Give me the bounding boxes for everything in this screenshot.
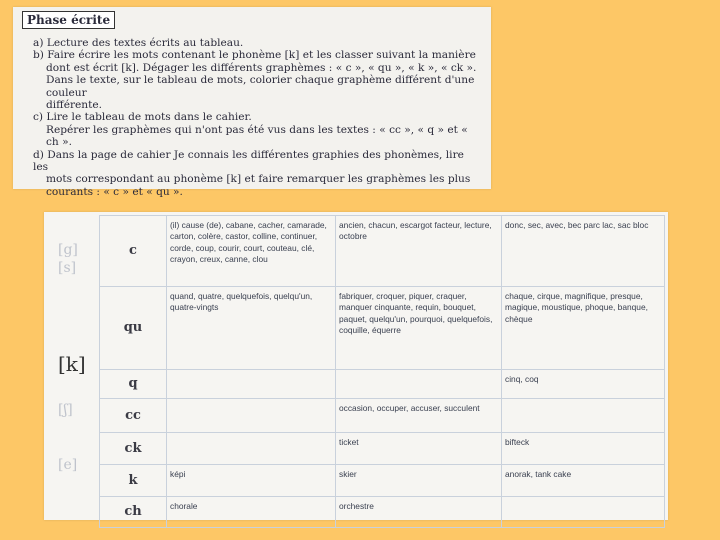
table-row-q xyxy=(99,369,665,398)
ghost-phoneme-s: [s] xyxy=(58,260,77,276)
words-initial xyxy=(166,370,335,398)
table-row-ck xyxy=(99,432,665,464)
phoneme-k-label: [k] xyxy=(58,352,86,376)
words-initial xyxy=(166,433,335,464)
ghost-phoneme-g: [g] xyxy=(58,242,78,258)
grapheme-cell: k xyxy=(99,465,166,496)
instruction-d-line1: d) Dans la page de cahier Je connais les différentes graphies des phonèmes, lire les xyxy=(33,148,464,174)
words-final xyxy=(501,399,665,432)
grapheme-word-table xyxy=(99,215,665,528)
words-middle: skier xyxy=(335,465,501,496)
instruction-d-line3: courants : « c » et « qu ». xyxy=(46,185,183,198)
words-initial: képi xyxy=(166,465,335,496)
table-row-ch xyxy=(99,496,665,528)
words-middle: fabriquer, croquer, piquer, craquer, manquer cinquante, requin, bouquet, paquet, quelqu'un, pourquoi, quelquefois, coquille, équerre xyxy=(335,287,501,369)
ghost-phoneme-e: [e] xyxy=(58,457,78,473)
words-initial: chorale xyxy=(166,497,335,527)
words-initial: (il) cause (de), cabane, cacher, camarade, carton, colère, castor, colline, continuer, corde, coup, courir, court, couteau, clé, crayon, creux, canne, clou xyxy=(166,216,335,286)
words-initial xyxy=(166,399,335,432)
words-final xyxy=(501,497,665,527)
words-middle: ancien, chacun, escargot facteur, lecture, octobre xyxy=(335,216,501,286)
table-row-k xyxy=(99,464,665,496)
words-middle: ticket xyxy=(335,433,501,464)
instruction-b-line3: Dans le texte, sur le tableau de mots, colorier chaque graphème différent d'une couleur xyxy=(46,74,475,99)
grapheme-cell: qu xyxy=(99,287,166,369)
grapheme-cell: c xyxy=(99,216,166,286)
grapheme-cell: cc xyxy=(99,399,166,432)
instruction-c-line2: Repérer les graphèmes qui n'ont pas été vus dans les textes : « cc », « q » et « ch ». xyxy=(46,123,468,149)
phase-title: Phase écrite xyxy=(22,11,115,29)
words-final: anorak, tank cake xyxy=(501,465,665,496)
words-middle xyxy=(335,370,501,398)
grapheme-cell: q xyxy=(99,370,166,398)
words-middle: orchestre xyxy=(335,497,501,527)
instruction-d-line2: mots correspondant au phonème [k] et faire remarquer les graphèmes les plus xyxy=(46,173,471,186)
instruction-a: a) Lecture des textes écrits au tableau. xyxy=(33,37,244,49)
instruction-b-line4: différente. xyxy=(46,99,103,112)
instruction-c-line1: c) Lire le tableau de mots dans le cahier. xyxy=(33,111,252,124)
instruction-b-line1: b) Faire écrire les mots contenant le phonème [k] et les classer suivant la manière xyxy=(33,49,476,62)
instruction-b-line2: dont est écrit [k]. Dégager les différents graphèmes : « c », « qu », « k », « ck ». xyxy=(46,61,477,74)
table-row-cc xyxy=(99,398,665,432)
instructions-text xyxy=(33,37,481,198)
grapheme-cell: ch xyxy=(99,497,166,527)
table-row-c xyxy=(99,215,665,286)
words-final: chaque, cirque, magnifique, presque, magique, moustique, phoque, banque, chèque xyxy=(501,287,665,369)
words-middle: occasion, occuper, accuser, succulent xyxy=(335,399,501,432)
words-initial: quand, quatre, quelquefois, quelqu'un, quatre-vingts xyxy=(166,287,335,369)
table-row-qu xyxy=(99,286,665,369)
grapheme-cell: ck xyxy=(99,433,166,464)
words-final: cinq, coq xyxy=(501,370,665,398)
instructions-scan xyxy=(13,7,491,198)
words-final: donc, sec, avec, bec parc lac, sac bloc xyxy=(501,216,665,286)
ghost-phoneme-sh: [ʃ] xyxy=(58,402,73,418)
word-table-scan xyxy=(44,212,668,520)
words-final: bifteck xyxy=(501,433,665,464)
